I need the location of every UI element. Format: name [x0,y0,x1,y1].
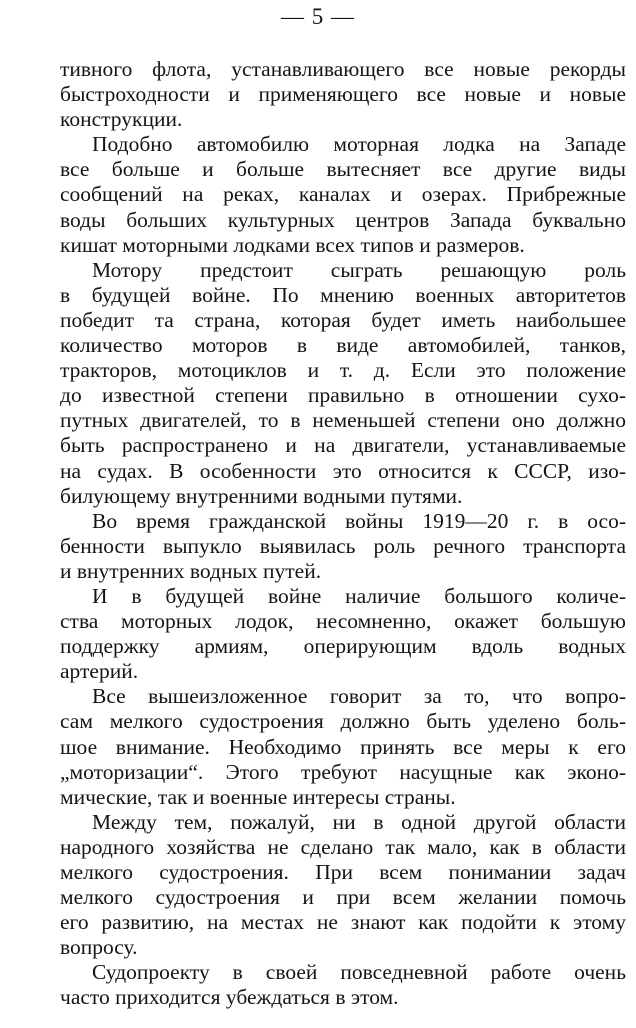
text-line: бенности выпукло выявилась роль речного транспорта [60,533,626,558]
text-line: его развитию, на местах не знают как подойти к этому [60,910,626,935]
text-line: вопросу. [60,935,138,960]
text-line: часто приходится убеждаться в этом. [60,985,399,1010]
text-line: быстроходности и применяющего все новые и новые [60,82,626,107]
text-line: сообщений на реках, каналах и озерах. Прибрежные [60,182,626,207]
text-line: артерий. [60,659,139,684]
text-line: до известной степени правильно в отношении сухо- [60,383,626,408]
paragraph-first-line: Между тем, пожалуй, ни в одной другой области [92,809,626,834]
body-text [60,57,626,1011]
paragraph-first-line: Мотору предстоит сыграть решающую роль [92,257,626,282]
text-line: победит та страна, которая будет иметь наибольшее [60,307,626,332]
text-line: шое внимание. Необходимо принять все меры к его [60,734,626,759]
text-line: ства моторных лодок, несомненно, окажет большую [60,609,626,634]
text-line: кишат моторными лодками всех типов и размеров. [60,232,525,257]
text-line: тивного флота, устанавливающего все новые рекорды [60,57,626,81]
text-line: на судах. В особенности это относится к СССР, изо- [60,458,626,483]
paragraph-first-line: Во время гражданской войны 1919—20 г. в осо- [92,508,626,533]
text-line: количество моторов в виде автомобилей, танков, [60,333,626,358]
text-line: билующему внутренними водными путями. [60,483,463,508]
text-line: путных двигателей, то в неменьшей степени оно должно [60,408,626,433]
text-line: быть распространено и на двигатели, устанавливаемые [60,433,626,458]
text-line: и внутренних водных путей. [60,558,322,583]
text-line: поддержку армиям, оперирующим вдоль водных [60,634,626,659]
text-line: тракторов, мотоциклов и т. д. Если это положение [60,358,626,383]
paragraph-first-line: Подобно автомобилю моторная лодка на Западе [92,132,626,157]
text-line: мелкого судостроения и при всем желании помочь [60,885,626,910]
paragraph-first-line: И в будущей войне наличие большого количе- [92,583,626,608]
text-line: сам мелкого судостроения должно быть уделено боль- [60,709,626,734]
text-line: воды больших культурных центров Запада буквально [60,207,626,232]
text-line: „моторизации“. Этого требуют насущные как эконо- [60,759,626,784]
text-line: мические, так и военные интересы страны. [60,784,456,809]
page-number: — 5 — [281,4,355,29]
paragraph-first-line: Судопроекту в своей повседневной работе очень [92,960,626,985]
paragraph-first-line: Все вышеизложенное говорит за то, что вопро- [92,684,626,709]
text-line: народного хозяйства не сделано так мало, как в области [60,834,626,859]
text-line: мелкого судостроения. При всем понимании задач [60,860,626,884]
text-line: конструкции. [60,107,183,132]
text-line: в будущей войне. По мнению военных авторитетов [60,282,626,307]
text-line: все больше и больше вытесняет все другие виды [60,157,626,182]
